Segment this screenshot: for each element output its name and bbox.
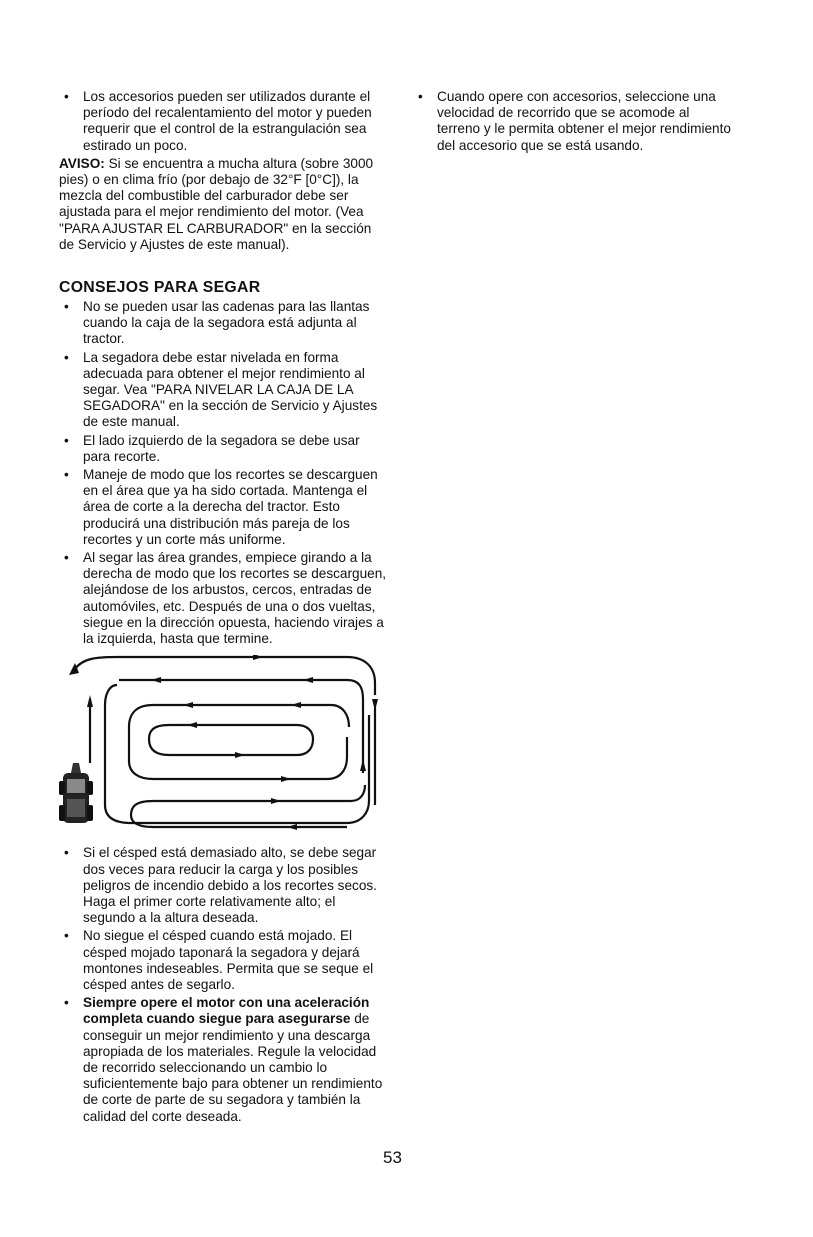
notice-text: Si se encuentra a mucha altura (sobre 3000 pies) o en clima frío (por debajo de 32°F [0°C]), la mezcla del combustible del carburador debe ser ajustada para el mejor rendimiento del motor. (Vea "PARA AJUSTAR EL CARBURADOR" en la sección de Servicio y Ajustes de este manual). <box>59 155 374 252</box>
throttle-tip-rest: de conseguir un mejor rendimiento y una descarga apropiada de los materiales. Regule la velocidad de recorrido seleccionando un cambio lo suficientemente bajo para obtener un rendimiento de corte de parte de su segadora y también la calidad del corte deseada. <box>83 1011 383 1124</box>
left-column <box>59 89 389 1127</box>
tip-item: • No siegue el césped cuando está mojado. El césped mojado taponará la segadora y dejará montones indeseables. Permita que se seque el césped antes de segarlo. <box>59 928 389 993</box>
throttle-tip-bold: Siempre opere el motor con una aceleración completa cuando siegue para asegurarse <box>83 995 370 1027</box>
tip-item: • Maneje de modo que los recortes se descarguen en el área que ya ha sido cortada. Mantenga el área de corte a la derecha del tractor. Esto producirá una distribución más pareja de los recortes y un corte más uniforme. <box>59 467 389 548</box>
tip-item <box>59 995 389 1125</box>
tip-item: • Al segar las área grandes, empiece girando a la derecha de modo que los recortes se descarguen, alejándose de los arbustos, cercos, entradas de automóviles, etc. Después de una o dos vueltas, siegue en la dirección opuesta, haciendo virajes a la izquierda, hasta que termine. <box>59 550 389 647</box>
right-column <box>413 89 733 156</box>
tractor-icon <box>59 763 93 823</box>
mowing-tips-list <box>59 299 389 647</box>
tip-item: • Cuando opere con accesorios, seleccione una velocidad de recorrido que se acomode al terreno y le permita obtener el mejor rendimiento del accesorio que se está usando. <box>413 89 733 154</box>
tip-item: • No se pueden usar las cadenas para las llantas cuando la caja de la segadora está adjunta al tractor. <box>59 299 389 348</box>
notice-paragraph <box>59 156 389 253</box>
intro-list <box>59 89 389 154</box>
tip-item: • Si el césped está demasiado alto, se debe segar dos veces para reducir la carga y los posibles peligros de incendio debido a los recortes secos. Haga el primer corte relativamente alto; el segundo a la altura deseada. <box>59 845 389 926</box>
tip-item: • El lado izquierdo de la segadora se debe usar para recorte. <box>59 433 389 465</box>
mowing-tips-list-continued <box>59 845 389 1124</box>
notice-label: AVISO: <box>59 155 105 171</box>
page-number: 53 <box>383 1148 402 1167</box>
intro-bullet: • Los accesorios pueden ser utilizados durante el período del recalentamiento del motor y pueden requerir que el control de la estrangulación sea estirado un poco. <box>59 89 389 154</box>
accessory-tips-list <box>413 89 733 154</box>
section-title: CONSEJOS PARA SEGAR <box>59 279 261 297</box>
tip-item: • La segadora debe estar nivelada en forma adecuada para obtener el mejor rendimiento al segar. Vea "PARA NIVELAR LA CAJA DE LA SEGADORA" en la sección de Servicio y Ajustes de este manual. <box>59 350 389 431</box>
mowing-pattern-diagram <box>57 655 387 835</box>
